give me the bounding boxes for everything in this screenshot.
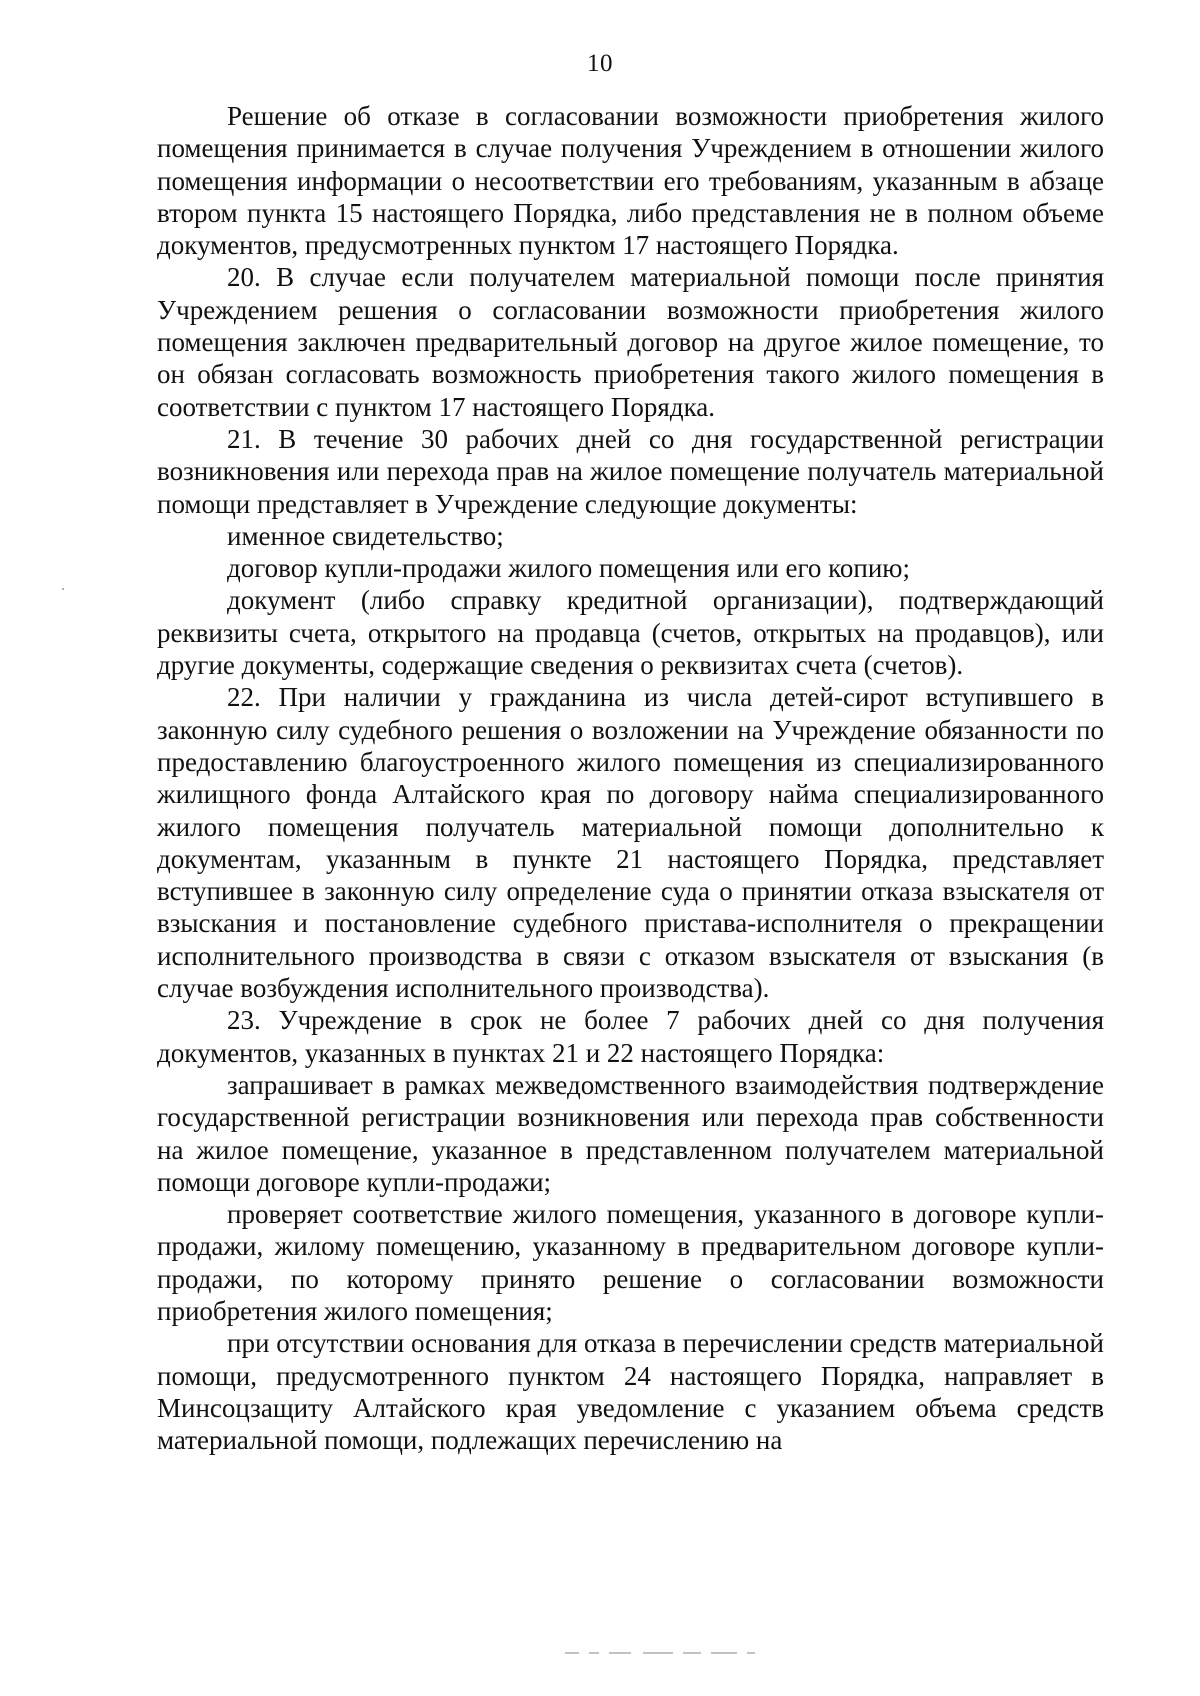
list-item-account-document: документ (либо справку кредитной организации), подтверждающий реквизиты счета, открытого на продавца (счетов, открытых на продавцов), или другие документы, содержащие сведения о реквизитах счета (счетов).: [157, 585, 1104, 681]
document-body: [157, 100, 1104, 1456]
paragraph-item-22: 22. При наличии у гражданина из числа детей-сирот вступившего в законную силу судебного решения о возложении на Учреждение обязанности по предоставлению благоустроенного жилого помещения из специализированного жилищного фонда Алтайского края по договору найма специализированного жилого помещения получатель материальной помощи дополнительно к документам, указанным в пункте 21 настоящего Порядка, представляет вступившее в законную силу определение суда о принятии отказа взыскателя от взыскания и постановление судебного пристава-исполнителя о прекращении исполнительного производства в связи с отказом взыскателя от взыскания (в случае возбуждения исполнительного производства).: [157, 682, 1104, 1004]
paragraph-item-20: 20. В случае если получателем материальной помощи после принятия Учреждением решения о согласовании возможности приобретения жилого помещения заключен предварительный договор на другое жилое помещение, то он обязан согласовать возможность приобретения такого жилого помещения в соответствии с пунктом 17 настоящего Порядка.: [157, 262, 1104, 422]
list-item-send-notification: при отсутствии основания для отказа в перечислении средств материальной помощи, предусмотренного пунктом 24 настоящего Порядка, направляет в Минсоцзащиту Алтайского края уведомление с указанием объема средств материальной помощи, подлежащих перечислению на: [157, 1328, 1104, 1456]
paragraph-item-23: 23. Учреждение в срок не более 7 рабочих дней со дня получения документов, указанных в пунктах 21 и 22 настоящего Порядка:: [157, 1005, 1104, 1068]
list-item-sale-contract: договор купли-продажи жилого помещения или его копию;: [227, 553, 910, 584]
paragraph-refusal-decision: Решение об отказе в согласовании возможности приобретения жилого помещения принимается в случае получения Учреждением в отношении жилого помещения информации о несоответствии его требованиям, указанным в абзаце втором пункта 15 настоящего Порядка, либо представления не в полном объеме документов, предусмотренных пунктом 17 настоящего Порядка.: [157, 101, 1104, 261]
scan-speck: [62, 588, 64, 590]
list-item-request-registration: запрашивает в рамках межведомственного взаимодействия подтверждение государственной регистрации возникновения или перехода прав собственности на жилое помещение, указанное в представленном получателем материальной помощи договоре купли-продажи;: [157, 1069, 1104, 1197]
paragraph-item-21: 21. В течение 30 рабочих дней со дня государственной регистрации возникновения или перехода прав на жилое помещение получатель материальной помощи представляет в Учреждение следующие документы:: [157, 423, 1104, 519]
list-item-named-certificate: именное свидетельство;: [227, 520, 504, 551]
list-item-verify-compliance: проверяет соответствие жилого помещения, указанного в договоре купли-продажи, жилому помещению, указанному в предварительном договоре купли-продажи, по которому принято решение о согласовании возможности приобретения жилого помещения;: [157, 1199, 1104, 1326]
scan-artifact: [565, 1647, 775, 1661]
page-number: 10: [587, 50, 613, 77]
